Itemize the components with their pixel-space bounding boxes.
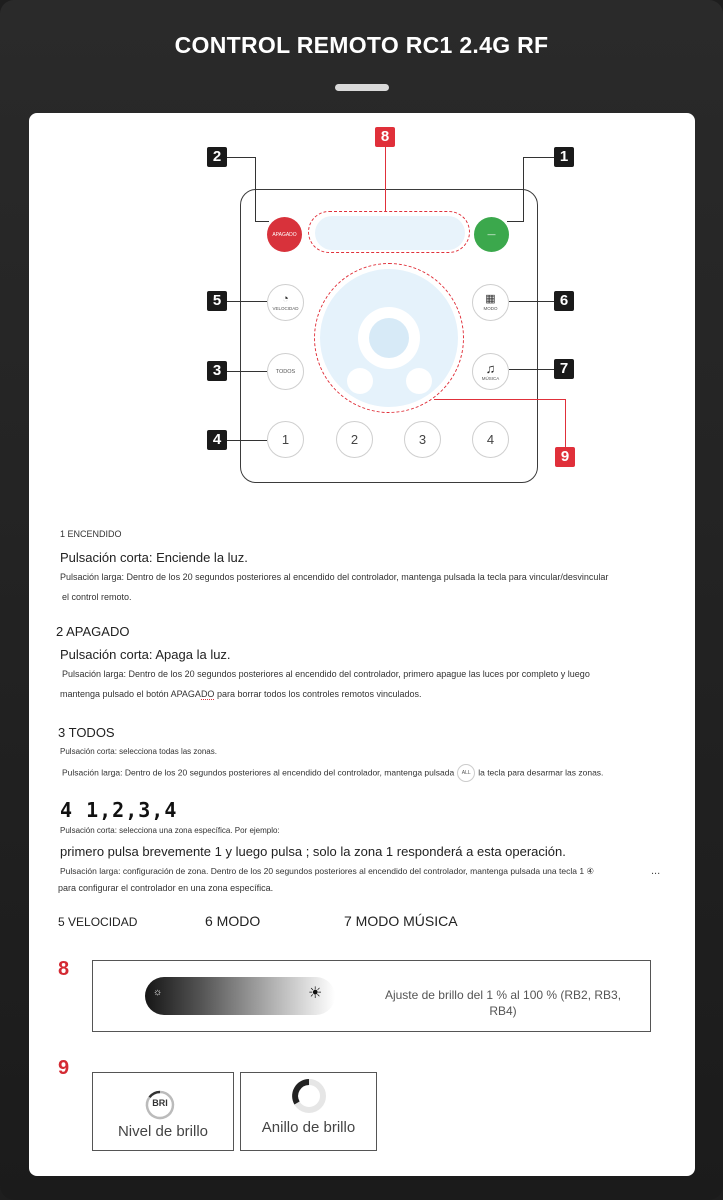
off-button-label: APAGADO [272, 231, 297, 238]
s3-short: Pulsación corta: selecciona todas las zonas. [60, 747, 217, 756]
s1-short: Pulsación corta: Enciende la luz. [60, 550, 248, 565]
zone-4-button[interactable] [472, 421, 509, 458]
s1-heading: 1 ENCENDIDO [60, 529, 122, 539]
grid-icon: ▦ [485, 293, 496, 305]
s4-example: primero pulsa brevemente 1 y luego pulsa ; solo la zona 1 responderá a esta operación. [60, 844, 566, 859]
brightness-level-label: Nivel de brillo [117, 1123, 209, 1140]
leader-7 [509, 369, 554, 370]
all-badge-icon: ALL [457, 764, 475, 782]
s3-long [62, 764, 603, 782]
s2-heading: 2 APAGADO [56, 624, 130, 639]
section-9-number: 9 [58, 1057, 70, 1079]
speedometer-icon: ◔ [282, 293, 289, 305]
callout-3: 3 [207, 361, 227, 381]
section-8-number: 8 [58, 958, 70, 980]
leader-5 [227, 301, 267, 302]
s1-long-2: el control remoto. [62, 592, 132, 602]
s3-long-a: Pulsación larga: Dentro de los 20 segundos posteriores al encendido del controlador, mantenga pulsada [62, 767, 455, 778]
callout-2: 2 [207, 147, 227, 167]
zone-3-label: 3 [418, 432, 427, 447]
sun-large-icon: ☀ [308, 985, 323, 1002]
mode-button[interactable] [472, 284, 509, 321]
leader-2 [227, 157, 255, 158]
remote-diagram [29, 113, 695, 503]
bri-icon-text: BRI [152, 1098, 168, 1108]
leader-2-h [255, 221, 269, 222]
brightness-description: Ajuste de brillo del 1 % al 100 % (RB2, RB3, RB4) [384, 988, 622, 1018]
leader-9-h [434, 399, 565, 400]
drag-handle[interactable] [335, 84, 389, 91]
speed-heading: 5 VELOCIDAD [58, 915, 138, 929]
s4-heading: 4 1,2,3,4 [60, 798, 178, 822]
s2-long-2 [60, 689, 422, 699]
off-button[interactable] [267, 217, 302, 252]
brightness-level-box [92, 1072, 234, 1151]
zone-1-label: 1 [281, 432, 290, 447]
music-button[interactable] [472, 353, 509, 390]
s4-short: Pulsación corta: selecciona una zona específica. Por ejemplo: [60, 826, 280, 835]
page-title: CONTROL REMOTO RC1 2.4G RF [174, 32, 549, 58]
zone-2-button[interactable] [336, 421, 373, 458]
brightness-slider[interactable] [145, 977, 335, 1015]
music-mode-heading: 7 MODO MÚSICA [344, 913, 458, 929]
leader-6 [509, 301, 554, 302]
s4-long-1: Pulsación larga: configuración de zona. Dentro de los 20 segundos posteriores al encendido del controlador, mantenga pulsada una tecla 1 ④ [60, 866, 595, 876]
music-note-icon: ♫ [485, 361, 496, 376]
s2-long-2b: DO [200, 689, 215, 699]
mode-button-label: MODO [483, 306, 498, 311]
s4-ellipsis: ... [651, 865, 661, 877]
brightness-ring-label: Anillo de brillo [261, 1119, 356, 1136]
leader-3 [227, 371, 267, 372]
leader-2-v [255, 157, 256, 221]
s2-short: Pulsación corta: Apaga la luz. [60, 647, 231, 662]
mode-heading: 6 MODO [205, 913, 261, 929]
callout-8: 8 [375, 127, 395, 147]
leader-1-h [507, 221, 524, 222]
s2-long-2a: mantenga pulsado el botón APAGA [60, 689, 201, 699]
callout-4: 4 [207, 430, 227, 450]
music-button-label: MÚSICA [481, 376, 500, 381]
brightness-bar[interactable] [315, 216, 465, 250]
brightness-level-icon [144, 1089, 176, 1121]
zone-3-button[interactable] [404, 421, 441, 458]
speed-button[interactable] [267, 284, 304, 321]
wheel-center[interactable] [369, 318, 409, 358]
leader-4 [227, 440, 267, 441]
on-button-label: — [487, 230, 496, 239]
wheel-gap-right [406, 368, 432, 394]
all-button[interactable] [267, 353, 304, 390]
callout-9: 9 [555, 447, 575, 467]
sun-small-icon: ☼ [153, 987, 163, 998]
s2-long-1: Pulsación larga: Dentro de los 20 segundos posteriores al encendido del controlador, primero apague las luces por completo y luego [62, 669, 590, 679]
leader-9-v [565, 399, 566, 447]
callout-1: 1 [554, 147, 574, 167]
content-card [29, 113, 695, 1176]
leader-8 [385, 147, 386, 211]
s4-long-2: para configurar el controlador en una zona específica. [58, 883, 274, 893]
brightness-ring-icon [290, 1077, 328, 1115]
brightness-ring-box [240, 1072, 377, 1151]
wheel-gap-left [347, 368, 373, 394]
callout-7: 7 [554, 359, 574, 379]
s2-long-2c: para borrar todos los controles remotos vinculados. [214, 689, 422, 699]
zone-2-label: 2 [350, 432, 359, 447]
callout-6: 6 [554, 291, 574, 311]
all-button-label: TODOS [275, 368, 296, 375]
s1-long-1: Pulsación larga: Dentro de los 20 segundos posteriores al encendido del controlador, mantenga pulsada la tecla para vincular/desvincular [60, 572, 609, 582]
brightness-adjust-box [92, 960, 651, 1032]
speed-button-label: VELOCIDAD [272, 306, 299, 311]
zone-1-button[interactable] [267, 421, 304, 458]
s3-long-b: la tecla para desarmar las zonas. [478, 767, 604, 778]
leader-1-v [523, 157, 524, 221]
s3-heading: 3 TODOS [58, 725, 115, 740]
callout-5: 5 [207, 291, 227, 311]
leader-1 [523, 157, 554, 158]
on-button[interactable] [474, 217, 509, 252]
zone-4-label: 4 [486, 432, 495, 447]
